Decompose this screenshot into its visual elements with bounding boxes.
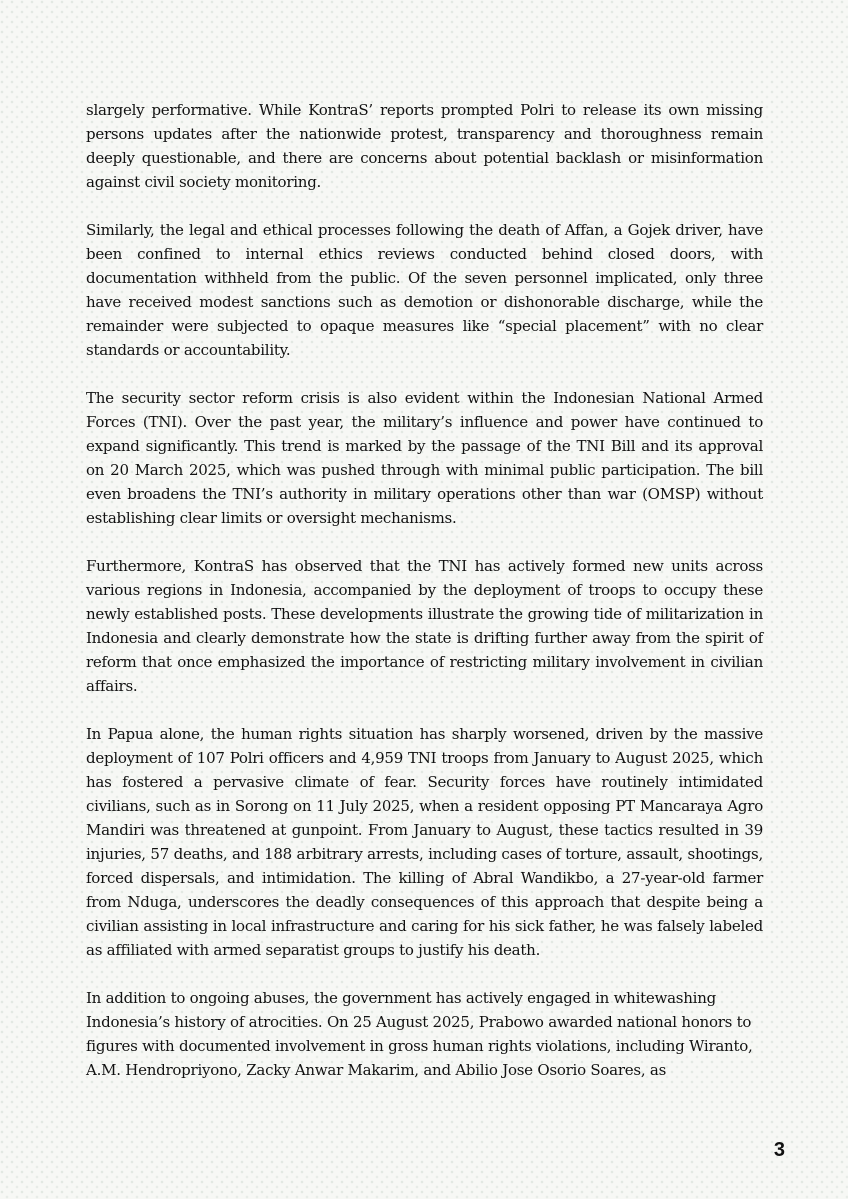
- paragraph-whitewashing-history: In addition to ongoing abuses, the government has actively engaged in whitewashing Indonesia’s history of atrocities. On 25 August 2025, Prabowo awarded national honors to figures with documented involvement in gross human rights violations, including Wiranto, A.M. Hendropriyono, Zacky Anwar Makarim, and Abilio Jose Osorio Soares, as: [86, 989, 753, 1079]
- paragraph-papua-situation: In Papua alone, the human rights situation has sharply worsened, driven by the massive deployment of 107 Polri officers and 4,959 TNI troops from January to August 2025, which has fostered a pervasive climate of fear. Security forces have routinely intimidated civilians, such as in Sorong on 11 July 2025, when a resident opposing PT Mancaraya Agro Mandiri was threatened at gunpoint. From January to August, these tactics resulted in 39 injuries, 57 deaths, and 188 arbitrary arrests, including cases of torture, assault, shootings, forced dispersals, and intimidation. The killing of Abral Wandikbo, a 27-year-old farmer from Nduga, underscores the deadly consequences of this approach that despite being a civilian assisting in local infrastructure and caring for his sick father, he was falsely labeled as affiliated with armed separatist groups to justify his death.: [86, 725, 763, 959]
- paragraph-affan-ethics-process: Similarly, the legal and ethical processes following the death of Affan, a Gojek driver, have been confined to internal ethics reviews conducted behind closed doors, with documentation withheld from the public. Of the seven personnel implicated, only three have received modest sanctions such as demotion or dishonorable discharge, while the remainder were subjected to opaque measures like “special placement” with no clear standards or accountability.: [86, 221, 763, 359]
- body-text: [86, 98, 763, 1082]
- paragraph-tni-reform-crisis: The security sector reform crisis is also evident within the Indonesian National Armed Forces (TNI). Over the past year, the military’s influence and power have continued to expand significantly. This trend is marked by the passage of the TNI Bill and its approval on 20 March 2025, which was pushed through with minimal public participation. The bill even broadens the TNI’s authority in military operations other than war (OMSP) without establishing clear limits or oversight mechanisms.: [86, 389, 763, 527]
- page-number: 3: [773, 1139, 785, 1161]
- paragraph-new-military-units: Furthermore, KontraS has observed that the TNI has actively formed new units across various regions in Indonesia, accompanied by the deployment of troops to occupy these newly established posts. These developments illustrate the growing tide of militarization in Indonesia and clearly demonstrate how the state is drifting further away from the spirit of reform that once emphasized the importance of restricting military involvement in civilian affairs.: [86, 557, 763, 695]
- paragraph-performative-reports: slargely performative. While KontraS’ reports prompted Polri to release its own missing persons updates after the nationwide protest, transparency and thoroughness remain deeply questionable, and there are concerns about potential backlash or misinformation against civil society monitoring.: [86, 101, 763, 191]
